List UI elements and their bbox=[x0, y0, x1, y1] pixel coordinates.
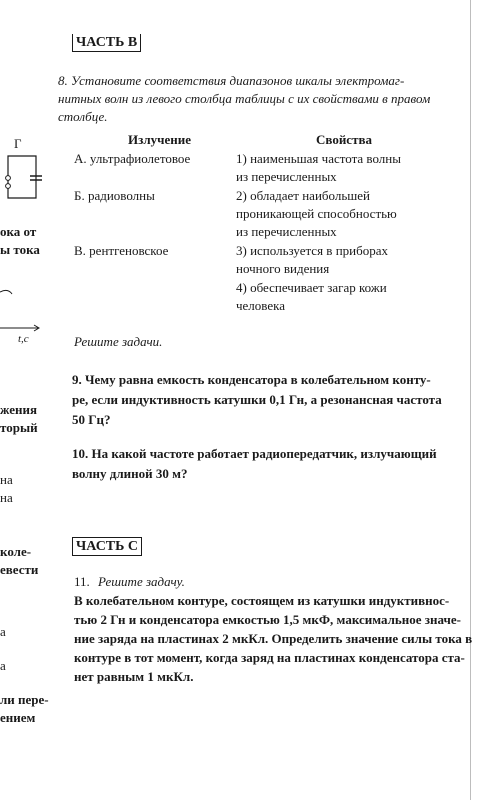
table-row-left-b: Б. радиоволны bbox=[74, 188, 155, 203]
solve-tasks-heading: Решите задачи. bbox=[74, 334, 163, 349]
question-10-line: 10. На какой частоте работает радиопередатчик, излучающий bbox=[72, 446, 437, 461]
left-fragment-line: а bbox=[0, 658, 6, 673]
question-9-line: 9. Чему равна емкость конденсатора в колебательном конту- bbox=[72, 372, 431, 387]
left-fragment-line: коле- bbox=[0, 544, 32, 559]
question-8-line: нитных волн из левого столбца таблицы с их свойствами в правом bbox=[58, 91, 431, 106]
question-9-line: 50 Гц? bbox=[72, 412, 111, 427]
table-property-line: 2) обладает наибольшей bbox=[236, 188, 370, 203]
table-property-line: из перечисленных bbox=[236, 169, 337, 184]
part-c-heading: ЧАСТЬ С bbox=[72, 537, 142, 556]
question-11-line: ние заряда на пластинах 2 мкКл. Определить значение силы тока в bbox=[74, 631, 473, 646]
question-9-line: ре, если индуктивность катушки 0,1 Гн, а резонансная частота bbox=[72, 392, 442, 407]
table-property-line: ночного видения bbox=[236, 261, 330, 276]
left-fragment-line: на bbox=[0, 490, 13, 505]
table-header-properties: Свойства bbox=[316, 132, 372, 147]
left-fragment-line: ы тока bbox=[0, 242, 40, 257]
left-fragment-line: ли пере- bbox=[0, 692, 49, 707]
question-8-line: 8. Установите соответствия диапазонов шкалы электромаг- bbox=[58, 73, 405, 88]
question-8-text bbox=[58, 72, 458, 126]
table-property-line: 3) используется в приборах bbox=[236, 243, 388, 258]
left-fragment-line: на bbox=[0, 472, 13, 487]
question-11-number: 11. bbox=[74, 574, 90, 589]
question-11-prompt: Решите задачу. bbox=[98, 574, 185, 589]
question-11-text bbox=[74, 591, 472, 686]
circuit-label: Г bbox=[14, 136, 22, 151]
question-10-line: волну длиной 30 м? bbox=[72, 466, 188, 481]
time-axis-label: t,c bbox=[18, 333, 29, 345]
question-11-line: В колебательном контуре, состоящем из катушки индуктивнос- bbox=[74, 593, 450, 608]
table-property-line: 4) обеспечивает загар кожи bbox=[236, 280, 387, 295]
table-property-line: из перечисленных bbox=[236, 224, 337, 239]
left-fragment-line: а bbox=[0, 624, 6, 639]
question-10-text bbox=[72, 444, 437, 484]
left-fragment-line: жения bbox=[0, 402, 38, 417]
question-11-line: контуре в тот момент, когда заряд на пластинах конденсатора ста- bbox=[74, 650, 465, 665]
table-property-line: 1) наименьшая частота волны bbox=[236, 151, 401, 166]
table-row-left-c: В. рентгеновское bbox=[74, 243, 169, 258]
part-b-heading: ЧАСТЬ В bbox=[72, 34, 141, 52]
table-property-line: проникающей способностью bbox=[236, 206, 397, 221]
question-11-line: нет равным 1 мкКл. bbox=[74, 669, 194, 684]
left-fragment-line: ока от bbox=[0, 224, 37, 239]
question-8-line: столбце. bbox=[58, 109, 108, 124]
table-row-left-a: А. ультрафиолетовое bbox=[74, 151, 191, 166]
left-fragment-line: торый bbox=[0, 420, 38, 435]
left-fragment-line: ением bbox=[0, 710, 36, 725]
circuit-diagram-fragment bbox=[0, 138, 50, 208]
left-fragment-line: евести bbox=[0, 562, 39, 577]
table-header-radiation: Излучение bbox=[128, 132, 191, 147]
table-property-line: человека bbox=[236, 298, 286, 313]
question-11-line: тью 2 Гн и конденсатора емкостью 1,5 мкФ, максимальное значе- bbox=[74, 612, 461, 627]
question-9-text bbox=[72, 370, 442, 430]
